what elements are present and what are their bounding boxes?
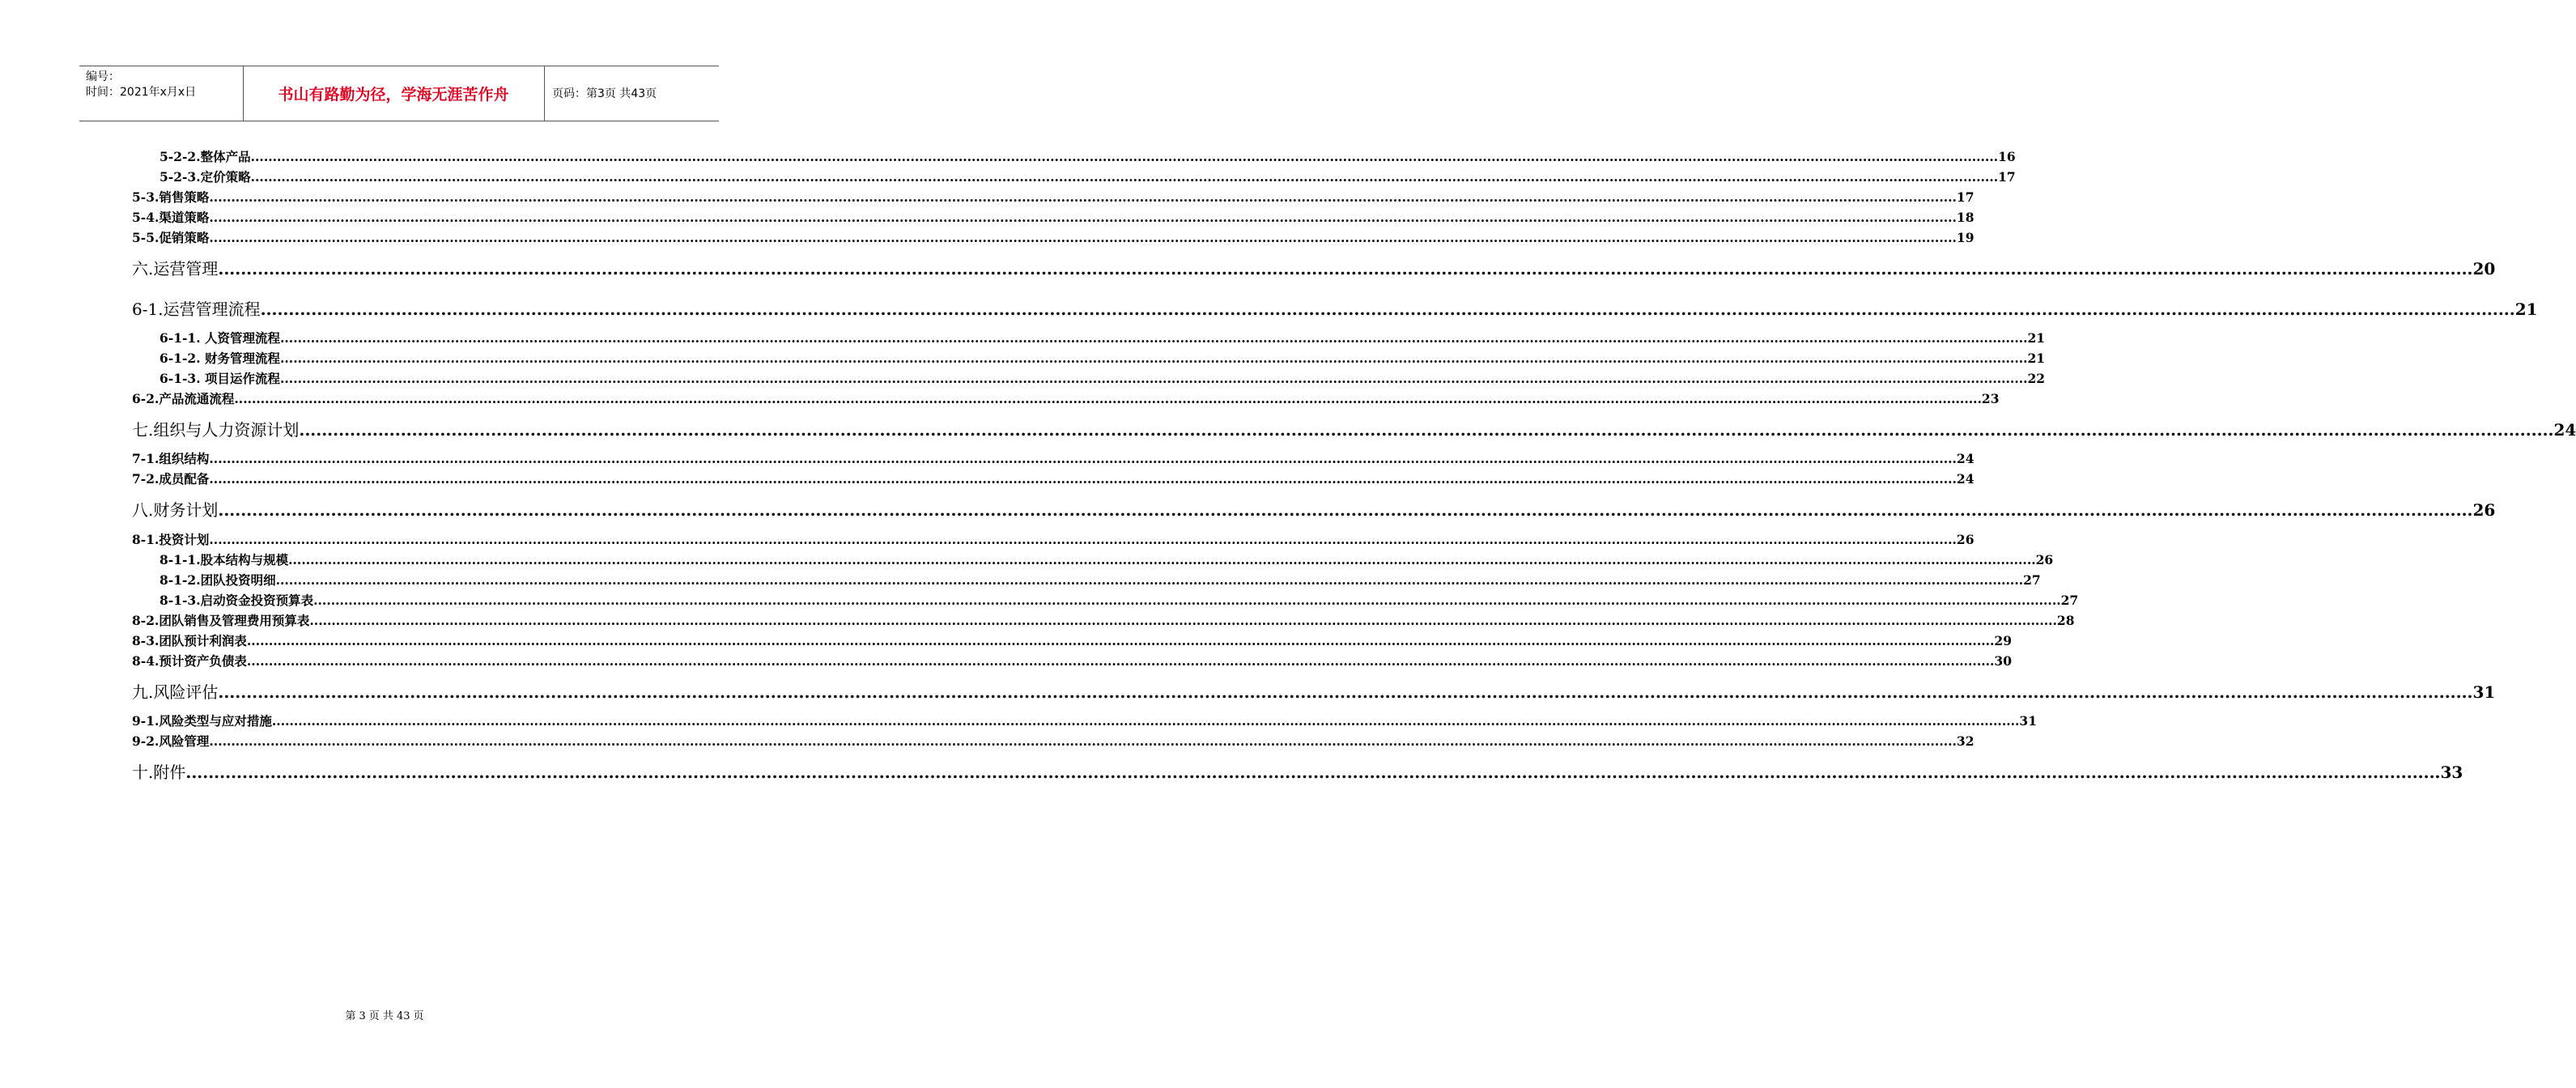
footer-current-page: 3	[359, 1010, 366, 1022]
toc-entry-page: 33	[2440, 763, 2463, 782]
toc-entry-page: 31	[2019, 713, 2037, 729]
header-meta	[86, 70, 196, 100]
toc-leader-dots: ................................................................................................................................................................................................................................................................................................................................................................................................................	[250, 149, 1999, 164]
toc-entry-label: 6-1-1. 人资管理流程	[159, 330, 281, 346]
toc-entry-label: 8-2.团队销售及管理费用预算表	[132, 613, 310, 628]
toc-entry-page: 16	[1998, 149, 2016, 164]
toc-entry-label: 8-1-1.股本结构与规模	[159, 552, 289, 567]
toc-entry[interactable]	[159, 147, 2016, 165]
toc-entry[interactable]	[159, 571, 2041, 589]
toc-entry-page: 23	[1981, 391, 2000, 406]
toc-leader-dots: ................................................................................................................................................................................................................................................................................................................................................................................................................	[271, 713, 2020, 729]
toc-entry-page: 24	[1956, 451, 1975, 466]
toc-entry[interactable]	[132, 652, 2012, 669]
toc-entry-label: 九.风险评估	[132, 682, 219, 702]
toc-entry-page: 24	[2553, 420, 2576, 440]
toc-entry-label: 9-2.风险管理	[132, 733, 210, 749]
toc-entry-label: 9-1.风险类型与应对措施	[132, 713, 272, 729]
toc-entry-label: 八.财务计划	[132, 500, 219, 520]
toc-entry-label: 6-1-3. 项目运作流程	[159, 371, 281, 386]
toc-entry-label: 8-1-3.启动资金投资预算表	[159, 593, 314, 608]
header-motto: 书山有路勤为径，学海无涯苦作舟	[278, 86, 509, 104]
toc-leader-dots: ................................................................................................................................................................................................................................................................................................................................................................................................................	[313, 593, 2061, 608]
toc-leader-dots: ................................................................................................................................................................................................................................................................................................................................................................................................................	[218, 500, 2473, 520]
toc-entry-label: 5-2-2.整体产品	[159, 149, 251, 164]
toc-entry-label: 7-1.组织结构	[132, 451, 210, 466]
toc-entry-page: 27	[2023, 572, 2041, 588]
toc-entry[interactable]	[132, 679, 2496, 703]
header-time: 时间：2021年x月x日	[86, 86, 197, 99]
toc-entry-label: 6-1-2. 财务管理流程	[159, 351, 281, 366]
toc-entry[interactable]	[132, 611, 2075, 629]
toc-entry-label: 六.运营管理	[132, 259, 219, 278]
toc-leader-dots: ................................................................................................................................................................................................................................................................................................................................................................................................................	[209, 471, 1957, 487]
toc-leader-dots: ................................................................................................................................................................................................................................................................................................................................................................................................................	[246, 633, 1995, 648]
toc-entry-label: 8-1-2.团队投资明细	[159, 572, 276, 588]
toc-leader-dots: ................................................................................................................................................................................................................................................................................................................................................................................................................	[280, 330, 2028, 346]
toc-entry[interactable]	[159, 591, 2079, 609]
toc-entry-page: 28	[2056, 613, 2075, 628]
toc-entry-page: 21	[2027, 351, 2046, 366]
toc-entry[interactable]	[132, 470, 1975, 487]
page-footer	[0, 1007, 769, 1022]
toc-leader-dots: ................................................................................................................................................................................................................................................................................................................................................................................................................	[209, 733, 1957, 749]
toc-entry[interactable]	[132, 228, 1975, 246]
header-number: 编号：	[86, 70, 120, 83]
footer-total-pages: 43	[396, 1010, 410, 1022]
toc-entry-label: 5-4.渠道策略	[132, 210, 210, 225]
toc-entry-label: 8-4.预计资产负债表	[132, 653, 247, 669]
toc-entry-label: 5-3.销售策略	[132, 189, 210, 205]
toc-entry-page: 26	[2035, 552, 2054, 567]
toc-entry[interactable]	[132, 188, 1975, 206]
toc-entry-page: 26	[2472, 500, 2496, 520]
toc-entry-page: 21	[2514, 300, 2538, 319]
toc-entry-label: 8-3.团队预计利润表	[132, 633, 247, 648]
toc-leader-dots: ................................................................................................................................................................................................................................................................................................................................................................................................................	[260, 300, 2515, 319]
toc-entry-page: 17	[1998, 169, 2016, 185]
toc-entry-label: 8-1.投资计划	[132, 532, 210, 547]
toc-entry-page: 17	[1956, 189, 1975, 205]
toc-entry-page: 30	[1994, 653, 2012, 669]
toc-entry[interactable]	[159, 369, 2046, 387]
toc-leader-dots: ................................................................................................................................................................................................................................................................................................................................................................................................................	[209, 210, 1957, 225]
toc-entry-page: 19	[1956, 230, 1975, 245]
toc-entry-page: 29	[1994, 633, 2012, 648]
toc-entry-page: 32	[1956, 733, 1975, 749]
toc-leader-dots: ................................................................................................................................................................................................................................................................................................................................................................................................................	[209, 451, 1957, 466]
toc-leader-dots: ................................................................................................................................................................................................................................................................................................................................................................................................................	[185, 763, 2441, 782]
toc-leader-dots: ................................................................................................................................................................................................................................................................................................................................................................................................................	[299, 420, 2554, 440]
toc-entry[interactable]	[159, 349, 2046, 367]
toc-leader-dots: ................................................................................................................................................................................................................................................................................................................................................................................................................	[280, 371, 2028, 386]
toc-leader-dots: ................................................................................................................................................................................................................................................................................................................................................................................................................	[250, 169, 1999, 185]
header-divider-right	[544, 66, 545, 121]
toc-leader-dots: ................................................................................................................................................................................................................................................................................................................................................................................................................	[218, 259, 2473, 278]
toc-entry[interactable]	[132, 256, 2496, 279]
header-page-number: 页码：第3页 共43页	[552, 87, 657, 100]
toc-entry[interactable]	[159, 550, 2054, 568]
toc-entry-label: 5-2-3.定价策略	[159, 169, 251, 185]
toc-entry-page: 24	[1956, 471, 1975, 487]
footer-prefix: 第	[345, 1010, 356, 1022]
toc-entry-page: 21	[2027, 330, 2046, 346]
toc-entry-page: 27	[2060, 593, 2079, 608]
toc-entry[interactable]	[132, 208, 1975, 226]
toc-entry[interactable]	[132, 530, 1975, 548]
toc-entry[interactable]	[132, 712, 2037, 729]
toc-entry-page: 18	[1956, 210, 1975, 225]
toc-entry[interactable]	[132, 449, 1975, 467]
toc-leader-dots: ................................................................................................................................................................................................................................................................................................................................................................................................................	[218, 682, 2473, 702]
toc-leader-dots: ................................................................................................................................................................................................................................................................................................................................................................................................................	[209, 230, 1957, 245]
toc-entry-page: 31	[2472, 682, 2496, 702]
toc-entry[interactable]	[159, 168, 2016, 185]
toc-leader-dots: ................................................................................................................................................................................................................................................................................................................................................................................................................	[234, 391, 1982, 406]
toc-leader-dots: ................................................................................................................................................................................................................................................................................................................................................................................................................	[309, 613, 2057, 628]
toc-entry-label: 6-1.运营管理流程	[132, 300, 261, 319]
toc-entry[interactable]	[132, 417, 2576, 440]
toc-entry-label: 7-2.成员配备	[132, 471, 210, 487]
footer-suffix: 页	[413, 1010, 424, 1022]
footer-mid: 页 共	[368, 1010, 393, 1022]
toc-leader-dots: ................................................................................................................................................................................................................................................................................................................................................................................................................	[288, 552, 2036, 567]
toc-leader-dots: ................................................................................................................................................................................................................................................................................................................................................................................................................	[275, 572, 2024, 588]
toc-entry[interactable]	[132, 497, 2496, 521]
toc-entry[interactable]	[132, 732, 1975, 750]
toc-entry-label: 七.组织与人力资源计划	[132, 420, 300, 440]
toc-entry-page: 26	[1956, 532, 1975, 547]
toc-leader-dots: ................................................................................................................................................................................................................................................................................................................................................................................................................	[209, 532, 1957, 547]
toc-entry[interactable]	[132, 759, 2463, 783]
toc-entry-page: 20	[2472, 259, 2496, 278]
toc-entry[interactable]	[132, 389, 2000, 407]
toc-leader-dots: ................................................................................................................................................................................................................................................................................................................................................................................................................	[209, 189, 1957, 205]
toc-entry[interactable]	[132, 296, 2538, 320]
toc-entry-label: 5-5.促销策略	[132, 230, 210, 245]
toc-entry[interactable]	[159, 329, 2046, 346]
toc-entry[interactable]	[132, 631, 2012, 649]
toc-entry-page: 22	[2027, 371, 2046, 386]
toc-entry-label: 十.附件	[132, 763, 186, 782]
toc-leader-dots: ................................................................................................................................................................................................................................................................................................................................................................................................................	[280, 351, 2028, 366]
toc-leader-dots: ................................................................................................................................................................................................................................................................................................................................................................................................................	[246, 653, 1995, 669]
toc-entry-label: 6-2.产品流通流程	[132, 391, 235, 406]
